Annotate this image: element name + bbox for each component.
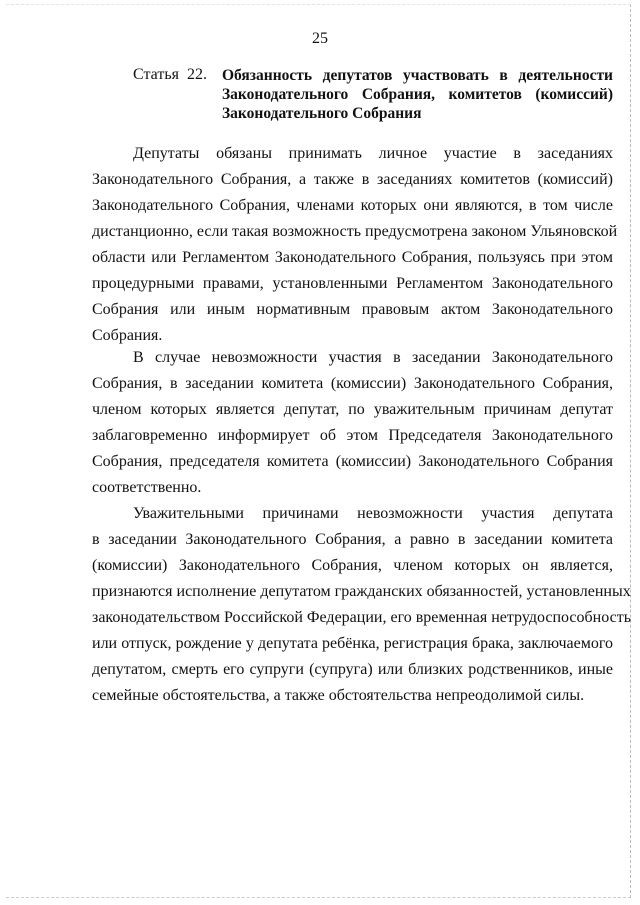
paragraph-line: Собрания, председателя комитета (комиссии) Законодательного Собрания xyxy=(92,453,613,470)
paragraph-line: (комиссии) Законодательного Собрания, членом которых он является, xyxy=(92,557,613,574)
paragraph-line: Законодательного Собрания, членами которых они являются, в том числе xyxy=(92,197,613,214)
paragraph-line: Собрания или иным нормативным правовым актом Законодательного xyxy=(92,301,613,318)
paragraph-line: Депутаты обязаны принимать личное участие в заседаниях xyxy=(133,145,613,162)
article-label: Статья 22. xyxy=(133,66,207,83)
paragraph xyxy=(92,345,613,501)
paragraph-line: законодательством Российской Федерации, его временная нетрудоспособность xyxy=(92,609,632,626)
paragraph-line: заблаговременно информирует об этом Председателя Законодательного xyxy=(92,427,613,444)
paragraph xyxy=(92,501,632,709)
paragraph-line: семейные обстоятельства, а также обстоятельства непреодолимой силы. xyxy=(92,687,585,704)
paragraph-line: В случае невозможности участия в заседании Законодательного xyxy=(133,349,613,366)
article-title xyxy=(222,66,613,123)
paragraph-line: Собрания. xyxy=(92,327,163,344)
paragraph xyxy=(92,141,618,349)
paragraph-line: Уважительными причинами невозможности участия депутата xyxy=(133,505,613,522)
paragraph-line: депутатом, смерть его супруги (супруга) или близких родственников, иные xyxy=(92,661,613,678)
article-title-line: Обязанность депутатов участвовать в деятельности xyxy=(222,67,613,84)
paragraph-line: членом которых является депутат, по уважительным причинам депутат xyxy=(92,401,613,418)
paragraph-line: Собрания, в заседании комитета (комиссии) Законодательного Собрания, xyxy=(92,375,613,392)
paragraph-line: соответственно. xyxy=(92,479,202,496)
paragraph-line: признаются исполнение депутатом гражданских обязанностей, установленных xyxy=(92,583,631,600)
article-title-line: Законодательного Собрания xyxy=(222,105,422,122)
paragraph-line: процедурными правами, установленными Регламентом Законодательного xyxy=(92,275,613,292)
paragraph-line: Законодательного Собрания, а также в заседаниях комитетов (комиссий) xyxy=(92,171,613,188)
paragraph-line: или отпуск, рождение у депутата ребёнка, регистрация брака, заключаемого xyxy=(92,635,613,652)
page-number: 25 xyxy=(312,30,328,47)
paragraph-line: в заседании Законодательного Собрания, а равно в заседании комитета xyxy=(92,531,613,548)
paragraph-line: области или Регламентом Законодательного Собрания, пользуясь при этом xyxy=(92,249,613,266)
article-title-line: Законодательного Собрания, комитетов (комиссий) xyxy=(222,86,613,103)
paragraph-line: дистанционно, если такая возможность предусмотрена законом Ульяновской xyxy=(92,223,618,240)
